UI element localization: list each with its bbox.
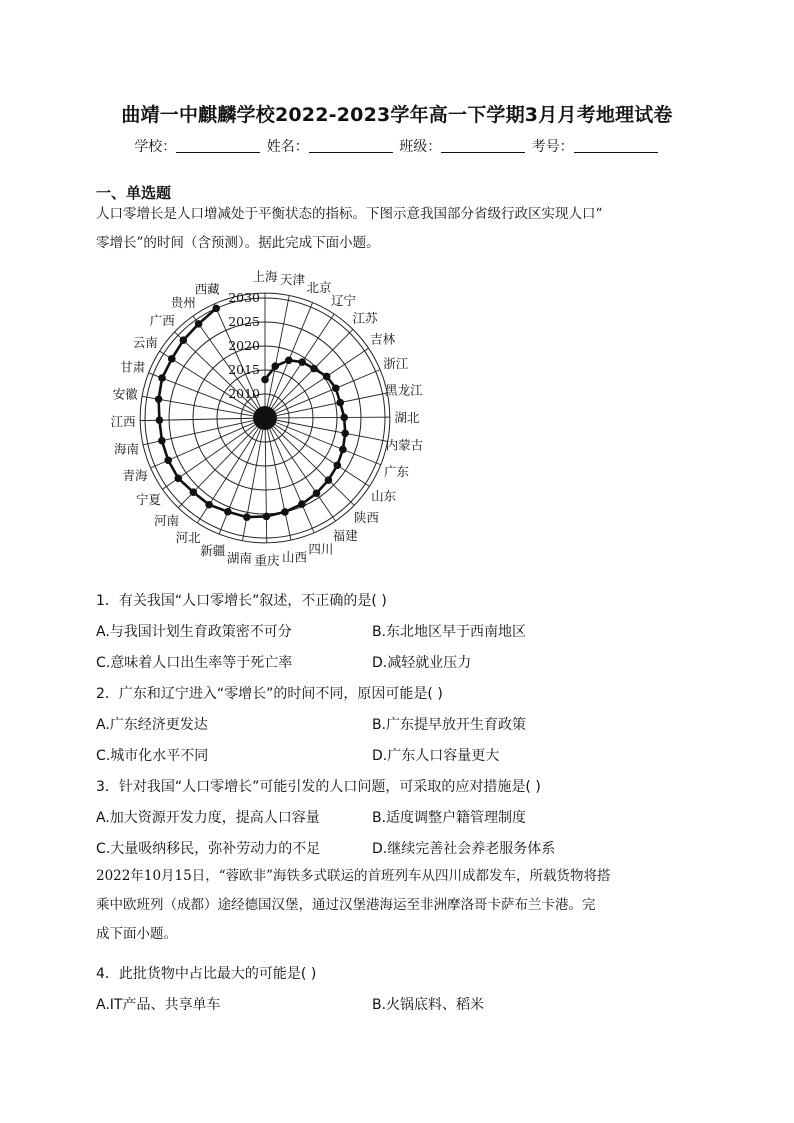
q1-option-a[interactable]: A.与我国计划生育政策密不可分: [96, 624, 292, 640]
category-label: 山东: [371, 488, 397, 504]
data-point: [156, 416, 164, 424]
spoke-line: [265, 430, 267, 543]
year-ring-label: 2025: [228, 314, 260, 329]
category-label: 云南: [132, 334, 158, 350]
data-point: [180, 336, 188, 344]
category-label: 海南: [113, 441, 139, 457]
category-label: 吉林: [370, 331, 396, 347]
data-point: [285, 357, 293, 365]
data-point: [332, 384, 340, 392]
category-label: 黑龙江: [385, 382, 423, 398]
category-label: 山西: [281, 549, 307, 565]
intro1-line1: 人口零增长是人口增减处于平衡状态的指标。下图示意我国部分省级行政区实现人口“: [96, 206, 603, 222]
class-blank[interactable]: [441, 138, 525, 153]
spoke-line: [276, 422, 381, 464]
name-label: 姓名：: [266, 139, 309, 155]
intro2-line1: 2022年10月15日，“蓉欧非”海铁多式联运的首班列车从四川成都发车，所载货物将搭: [96, 868, 611, 884]
category-label: 重庆: [254, 552, 280, 568]
q3-option-c[interactable]: C.大量吸纳移民，弥补劳动力的不足: [96, 841, 321, 857]
intro-paragraph-1: [96, 200, 696, 258]
data-point: [336, 399, 344, 407]
data-point: [168, 355, 176, 363]
section-heading: 一、单选题: [96, 184, 172, 202]
category-label: 青海: [122, 467, 148, 483]
spoke-line: [267, 430, 290, 540]
category-label: 内蒙古: [385, 437, 424, 453]
category-label: 西藏: [194, 281, 220, 297]
category-label: 广西: [149, 313, 175, 329]
category-label: 安徽: [112, 386, 138, 402]
category-label: 江西: [110, 413, 136, 429]
number-label: 考号：: [531, 139, 574, 155]
question-3-stem: 3．针对我国“人口零增长”可能引发的人口问题，可采取的应对措施是( ): [96, 779, 541, 795]
data-point: [298, 358, 306, 366]
class-label: 班级：: [399, 139, 442, 155]
data-point: [158, 374, 166, 382]
data-point: [224, 508, 232, 516]
intro1-line2: 零增长”的时间（含预测）。据此完成下面小题。: [96, 235, 380, 251]
category-label: 江苏: [352, 310, 378, 326]
category-label: 新疆: [200, 542, 226, 558]
question-2-stem: 2．广东和辽宁进入“零增长”的时间不同，原因可能是( ): [96, 686, 443, 702]
spoke-line: [275, 425, 369, 487]
data-point: [298, 500, 306, 508]
data-point: [164, 456, 172, 464]
data-point: [263, 513, 271, 521]
exam-title: 曲靖一中麒麟学校2022-2023学年高一下学期3月月考地理试卷: [121, 104, 673, 126]
intro-paragraph-2: [96, 862, 696, 949]
data-point: [243, 513, 251, 521]
question-1-stem: 1．有关我国“人口零增长”叙述，不正确的是( ): [96, 593, 387, 609]
category-label: 陕西: [353, 510, 379, 526]
category-label: 北京: [306, 279, 332, 295]
data-point: [341, 429, 349, 437]
q1-option-b[interactable]: B.东北地区早于西南地区: [372, 624, 527, 640]
category-label: 宁夏: [136, 491, 162, 507]
data-point: [333, 462, 341, 470]
name-blank[interactable]: [309, 138, 393, 153]
category-label: 天津: [280, 271, 306, 287]
data-point: [174, 474, 182, 482]
q2-option-a[interactable]: A.广东经济更发达: [96, 717, 208, 733]
spoke-line: [277, 417, 390, 418]
intro2-line3: 成下面小题。: [96, 926, 177, 942]
data-point: [205, 501, 213, 509]
category-label: 上海: [252, 269, 278, 285]
data-point: [195, 320, 203, 328]
year-ring-label: 2015: [228, 362, 260, 377]
number-blank[interactable]: [574, 138, 658, 153]
q3-option-d[interactable]: D.继续完善社会养老服务体系: [372, 841, 556, 857]
q4-option-a[interactable]: A.IT产品、共享单车: [96, 997, 221, 1013]
year-ring-label: 2010: [228, 386, 260, 401]
category-label: 福建: [332, 528, 358, 544]
data-point: [310, 365, 318, 373]
data-point: [313, 489, 321, 497]
q2-option-b[interactable]: B.广东提早放开生育政策: [372, 717, 527, 733]
year-ring-label: 2030: [228, 290, 260, 305]
category-label: 辽宁: [330, 292, 357, 308]
data-point: [323, 373, 331, 381]
question-4-stem: 4．此批货物中占比最大的可能是( ): [96, 966, 317, 982]
category-label: 浙江: [383, 356, 409, 372]
zero-growth-radar-chart: [108, 268, 448, 574]
data-point: [158, 437, 166, 445]
school-blank[interactable]: [176, 138, 260, 153]
q3-option-a[interactable]: A.加大资源开发力度，提高人口容量: [96, 810, 320, 826]
q4-option-b[interactable]: B.火锅底料、稻米: [372, 997, 485, 1013]
data-point: [340, 414, 348, 422]
q3-option-b[interactable]: B.适度调整户籍管理制度: [372, 810, 527, 826]
school-label: 学校：: [134, 139, 177, 155]
data-point: [281, 508, 289, 516]
category-label: 贵州: [170, 295, 196, 311]
data-point: [339, 446, 347, 454]
category-label: 甘肃: [120, 359, 146, 375]
data-point: [212, 305, 220, 313]
q2-option-c[interactable]: C.城市化水平不同: [96, 748, 209, 764]
spoke-line: [277, 393, 388, 416]
center-hub: [253, 406, 277, 430]
data-point: [261, 376, 269, 384]
spoke-line: [242, 430, 262, 541]
spoke-line: [267, 296, 289, 407]
spoke-line: [277, 420, 388, 441]
q2-option-d[interactable]: D.广东人口容量更大: [372, 748, 500, 764]
category-label: 河南: [153, 513, 179, 529]
category-label: 湖北: [394, 410, 420, 426]
category-label: 四川: [308, 541, 334, 557]
q1-option-d[interactable]: D.减轻就业压力: [372, 655, 472, 671]
data-point: [190, 488, 198, 496]
category-label: 湖南: [226, 550, 252, 566]
q1-option-c[interactable]: C.意味着人口出生率等于死亡率: [96, 655, 293, 671]
data-point: [325, 476, 333, 484]
category-label: 广东: [384, 464, 410, 480]
category-label: 河北: [175, 530, 201, 546]
data-point: [155, 395, 163, 403]
data-point: [271, 362, 279, 370]
intro2-line2: 乘中欧班列（成都）途经德国汉堡，通过汉堡港海运至非洲摩洛哥卡萨布兰卡港。完: [96, 897, 596, 913]
student-info-row: [0, 136, 794, 156]
year-ring-label: 2020: [228, 338, 260, 353]
